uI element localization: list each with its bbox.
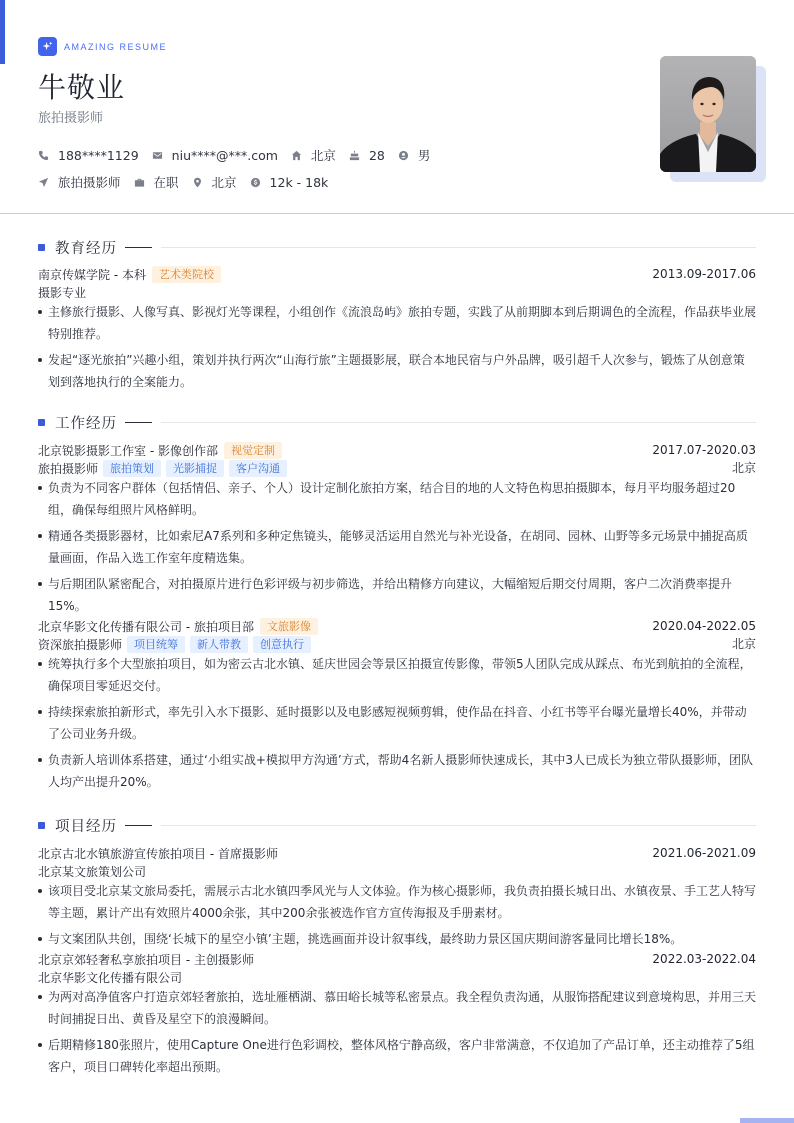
section-marker [38, 822, 45, 829]
list-item: 发起“逐光旅拍”兴趣小组，策划并执行两次“山海行旅”主题摄影展，联合本地民宿与户外品牌，吸引超千人次参与，锻炼了从创意策划到落地执行的全案能力。 [38, 349, 756, 393]
age-item [349, 148, 385, 163]
list-item: 统筹执行多个大型旅拍项目，如为密云古北水镇、延庆世园会等景区拍摄宣传影像，带领5人团队完成从踩点、布光到航拍的全流程，确保项目零延迟交付。 [38, 653, 756, 697]
intent-row [38, 173, 341, 191]
school-tag: 艺术类院校 [152, 266, 221, 283]
list-item: 与文案团队共创，围绕‘长城下的星空小镇’主题，挑选画面并设计叙事线，最终助力景区国庆期间游客量同比增长18%。 [38, 928, 756, 950]
work-entry-header [38, 441, 756, 459]
work-role-row [38, 459, 756, 477]
email-value: niu****@***.com [171, 147, 278, 163]
salary-value: 12k - 18k [269, 174, 329, 190]
location-pin-icon [192, 177, 203, 188]
candidate-name: 牛敬业 [38, 71, 126, 104]
section-divider [161, 247, 756, 248]
project-name: 北京京郊轻奢私享旅拍项目 - 主创摄影师 [38, 952, 254, 967]
position-item [38, 173, 121, 191]
list-item: 负责为不同客户群体（包括情侣、亲子、个人）设计定制化旅拍方案，结合目的地的人文特色构思拍摄脚本，每月平均服务超过20组，确保每组照片风格鲜明。 [38, 477, 756, 521]
gender-item [398, 146, 431, 164]
skill-tag: 客户沟通 [229, 460, 287, 477]
money-icon [250, 177, 261, 188]
briefcase-icon [134, 177, 145, 188]
section-divider [161, 825, 756, 826]
list-item: 精通各类摄影器材，比如索尼A7系列和多种定焦镜头，能够灵活运用自然光与补光设备，在胡同、园林、山野等多元场景中捕捉高质量画面，作品入选工作室年度精选集。 [38, 525, 756, 569]
brand [38, 37, 167, 56]
work-date: 2020.04-2022.05 [652, 619, 756, 633]
intent-city-value: 北京 [211, 175, 237, 190]
project-org: 北京某文旅策划公司 [38, 864, 147, 879]
work-entry [38, 617, 756, 793]
list-item: 主修旅行摄影、人像写真、影视灯光等课程，小组创作《流浪岛屿》旅拍专题，实践了从前期脚本到后期调色的全流程，作品获毕业展特别推荐。 [38, 301, 756, 345]
list-item: 后期精修180张照片，使用Capture One进行色彩调校，整体风格宁静高级，客户非常满意，不仅追加了产品订单，还主动推荐了5组客户，项目口碑转化率超出预期。 [38, 1034, 756, 1078]
intent-city-item [192, 173, 237, 191]
phone-icon [38, 150, 49, 161]
work-role-row [38, 635, 756, 653]
list-item: 持续探索旅拍新形式，率先引入水下摄影、延时摄影以及电影感短视频剪辑，使作品在抖音、小红书等平台曝光量增长40%，并带动了公司业务升级。 [38, 701, 756, 745]
project-entry [38, 950, 756, 1078]
age-value: 28 [368, 147, 385, 163]
project-org: 北京华影文化传播有限公司 [38, 970, 183, 985]
list-item: 为两对高净值客户打造京郊轻奢旅拍，选址雁栖湖、慕田峪长城等私密景点。我全程负责沟通，从服饰搭配建议到意境构思，并用三天时间捕捉日出、黄昏及星空下的浪漫瞬间。 [38, 986, 756, 1030]
project-entry-header [38, 950, 756, 968]
work-entry [38, 441, 756, 617]
profile-photo [660, 56, 766, 182]
city-item [291, 146, 336, 164]
section-marker [38, 419, 45, 426]
phone-item [38, 148, 139, 163]
project-bullets [38, 986, 756, 1078]
work-entry-header [38, 617, 756, 635]
list-item: 该项目受北京某文旅局委托，需展示古北水镇四季风光与人文体验。作为核心摄影师，我负责拍摄长城日出、水镇夜景、手工艺人特写等主题，累计产出有效照片4000余张，其中200余张被选作官方宣传海报及手册素材。 [38, 880, 756, 924]
home-icon [291, 150, 302, 161]
project-org-row [38, 968, 756, 986]
section-header [38, 237, 756, 257]
brand-text: AMAZING RESUME [64, 41, 168, 52]
education-entry-header [38, 265, 756, 283]
section-dash [125, 247, 152, 248]
phone-value: 188****1129 [58, 147, 139, 163]
work-bullets [38, 653, 756, 793]
school-name: 南京传媒学院 - 本科 [38, 267, 146, 282]
company-name: 北京锐影摄影工作室 - 影像创作部 [38, 443, 218, 458]
skill-tag: 项目统筹 [127, 636, 185, 653]
work-city: 北京 [731, 637, 756, 651]
work-section [38, 412, 756, 793]
section-header [38, 815, 756, 835]
company-name: 北京华影文化传播有限公司 - 旅拍项目部 [38, 619, 254, 634]
section-dash [125, 825, 152, 826]
education-section [38, 237, 756, 393]
skill-tag: 旅拍策划 [103, 460, 161, 477]
user-icon [398, 150, 409, 161]
education-major [38, 283, 756, 301]
email-item [152, 148, 278, 163]
project-entry-header [38, 844, 756, 862]
contact-row [38, 146, 443, 164]
project-org-row [38, 862, 756, 880]
work-bullets [38, 477, 756, 617]
projects-section [38, 815, 756, 1078]
project-date: 2021.06-2021.09 [652, 846, 756, 860]
skill-tag: 创意执行 [253, 636, 311, 653]
status-item [134, 173, 179, 191]
salary-item [250, 175, 329, 190]
gender-value: 男 [417, 148, 431, 163]
avatar [660, 56, 756, 172]
candidate-title: 旅拍摄影师 [38, 111, 104, 126]
city-value: 北京 [310, 148, 336, 163]
section-title: 工作经历 [55, 415, 117, 432]
position-value: 旅拍摄影师 [58, 175, 121, 190]
project-name: 北京古北水镇旅游宣传旅拍项目 - 首席摄影师 [38, 846, 278, 861]
list-item: 负责新人培训体系搭建，通过‘小组实战+模拟甲方沟通’方式，帮助4名新人摄影师快速成长，其中3人已成长为独立带队摄影师，团队人均产出提升20%。 [38, 749, 756, 793]
sparkle-icon [38, 37, 57, 56]
work-city: 北京 [731, 461, 756, 475]
section-title: 教育经历 [55, 240, 117, 257]
section-marker [38, 244, 45, 251]
project-entry [38, 844, 756, 950]
work-date: 2017.07-2020.03 [652, 443, 756, 457]
major-name: 摄影专业 [38, 285, 87, 300]
section-title: 项目经历 [55, 818, 117, 835]
project-date: 2022.03-2022.04 [652, 952, 756, 966]
resume-header [0, 0, 794, 214]
project-bullets [38, 880, 756, 950]
bottom-accent-bar [740, 1118, 794, 1123]
education-bullets [38, 301, 756, 393]
skill-tag: 新人带教 [190, 636, 248, 653]
role-name: 旅拍摄影师 [38, 461, 99, 476]
section-dash [125, 422, 152, 423]
mail-icon [152, 150, 163, 161]
section-header [38, 412, 756, 432]
cake-icon [349, 150, 360, 161]
role-name: 资深旅拍摄影师 [38, 637, 123, 652]
company-tag: 视觉定制 [224, 442, 282, 459]
company-tag: 文旅影像 [260, 618, 318, 635]
status-value: 在职 [153, 175, 179, 190]
education-date: 2013.09-2017.06 [652, 267, 756, 281]
send-icon [38, 177, 49, 188]
skill-tag: 光影捕捉 [166, 460, 224, 477]
section-divider [161, 422, 756, 423]
list-item: 与后期团队紧密配合，对拍摄原片进行色彩评级与初步筛选，并给出精修方向建议，大幅缩短后期交付周期，客户二次消费率提升15%。 [38, 573, 756, 617]
